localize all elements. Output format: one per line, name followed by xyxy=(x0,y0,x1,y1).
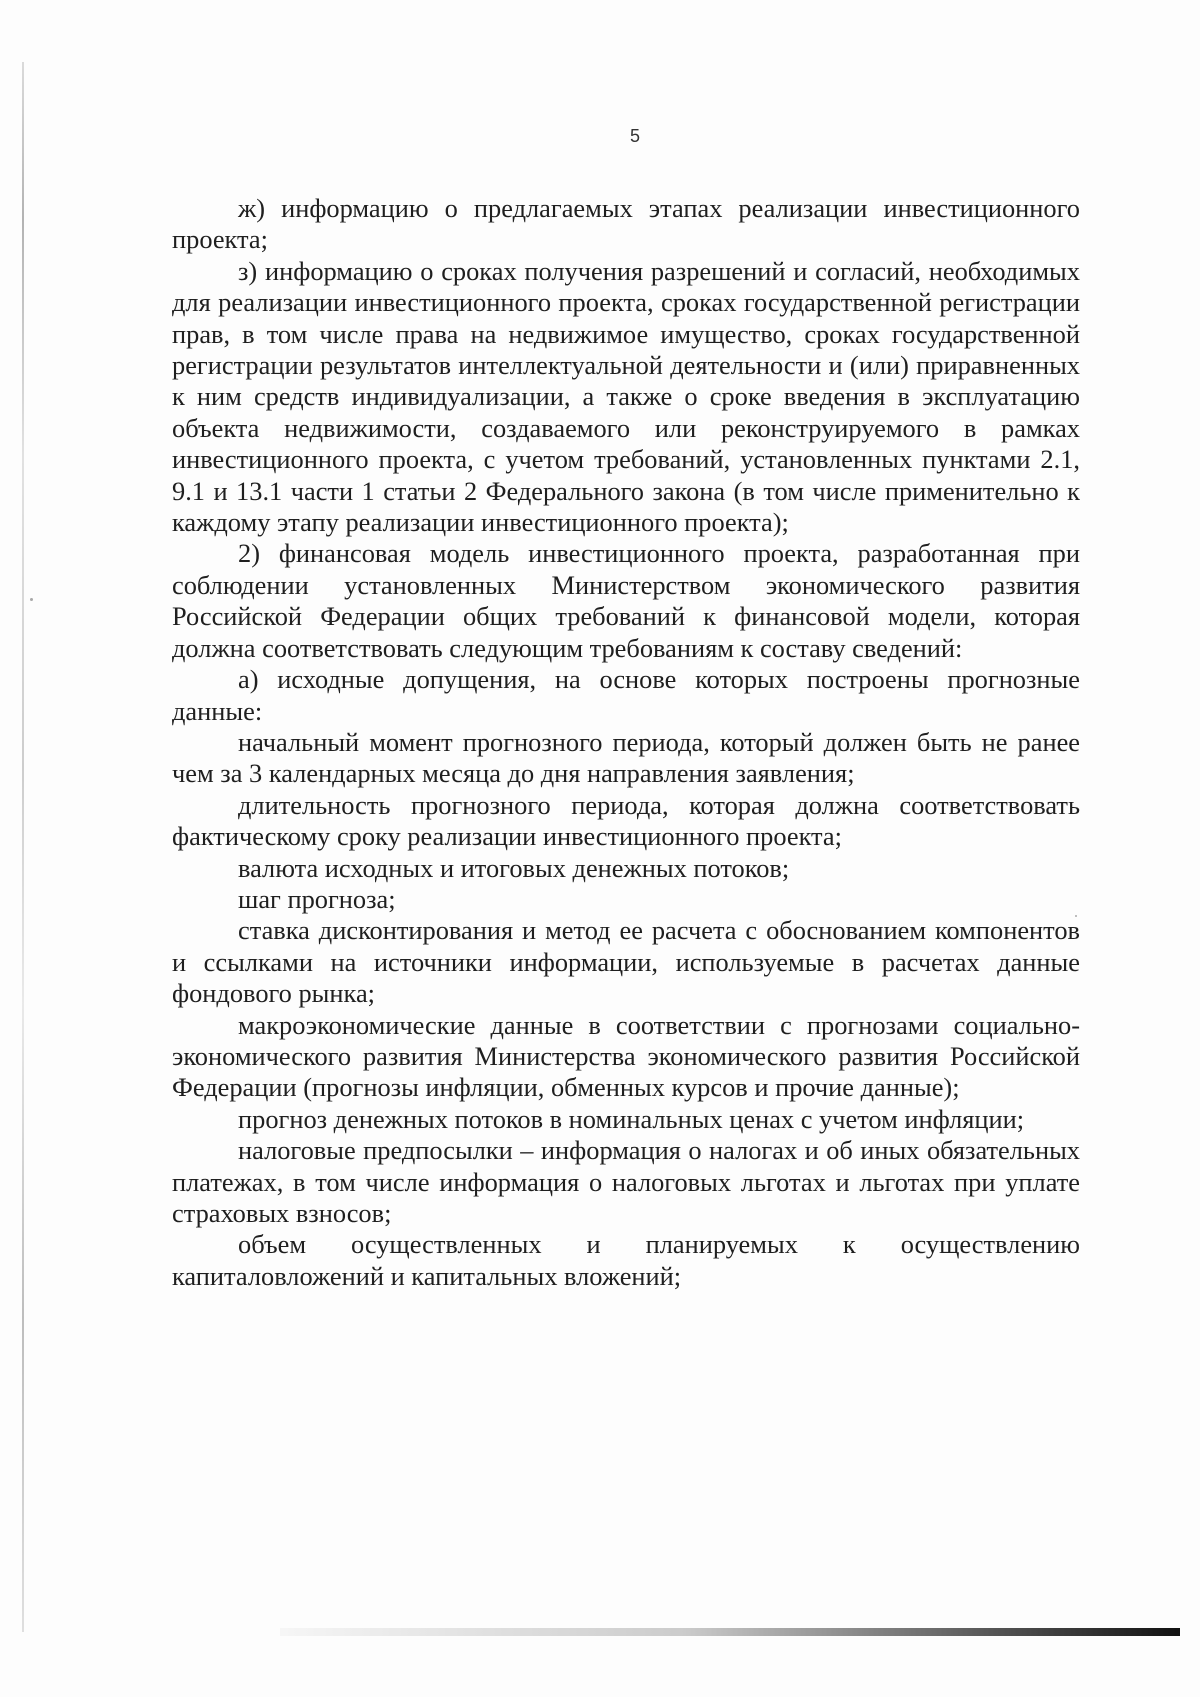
scan-speck xyxy=(30,598,33,601)
scan-edge-line xyxy=(22,62,24,1632)
paragraph-currency: валюта исходных и итоговых денежных потоков; xyxy=(238,852,790,883)
paragraph-duration: длительность прогнозного периода, которая должна соответствовать фактическому сроку реализации инвестиционного проекта; xyxy=(172,789,1080,852)
paragraph-financial-model: 2) финансовая модель инвестиционного проекта, разработанная при соблюдении установленных Министерством экономического развития Российской Федерации общих требований к финансовой модели, которая должна соответствовать следующим требованиям к составу сведений: xyxy=(172,538,1080,663)
paragraph-tax-assumptions: налоговые предпосылки – информация о налогах и об иных обязательных платежах, в том числе информация о налоговых льготах и льготах при уплате страховых взносов; xyxy=(172,1135,1080,1228)
scan-bottom-edge xyxy=(280,1628,1180,1636)
document-body xyxy=(172,193,1080,1292)
paragraph-cash-flow-forecast: прогноз денежных потоков в номинальных ценах с учетом инфляции; xyxy=(238,1103,1025,1134)
paragraph-a-assumptions: а) исходные допущения, на основе которых построены прогнозные данные: xyxy=(172,664,1080,726)
paragraph-macroeconomic: макроэкономические данные в соответствии с прогнозами социально-экономического развития Министерства экономического развития Российской Федерации (прогнозы инфляции, обменных курсов и прочие данные); xyxy=(172,1009,1080,1103)
paragraph-forecast-step: шаг прогноза; xyxy=(238,883,396,914)
paragraph-discount-rate: ставка дисконтирования и метод ее расчета с обоснованием компонентов и ссылками на источники информации, используемые в расчетах данные фондового рынка; xyxy=(172,915,1080,1009)
paragraph-zh: ж) информацию о предлагаемых этапах реализации инвестиционного проекта; xyxy=(172,193,1080,255)
paragraph-z: з) информацию о сроках получения разрешений и согласий, необходимых для реализации инвестиционного проекта, сроках государственной регистрации прав, в том числе права на недвижимое имущество, сроках государственной регистрации результатов интеллектуальной деятельности и (или) приравненных к ним средств индивидуализации, а также о сроке введения в эксплуатацию объекта недвижимости, создаваемого или реконструируемого в рамках инвестиционного проекта, с учетом требований, установленных пунктами 2.1, 9.1 и 13.1 части 1 статьи 2 Федерального закона (в том числе применительно к каждому этапу реализации инвестиционного проекта); xyxy=(172,255,1080,538)
page-number: 5 xyxy=(629,126,640,146)
paragraph-capital-investments: объем осуществленных и планируемых к осуществлению капиталовложений и капитальных вложений; xyxy=(172,1229,1080,1291)
paragraph-start-moment: начальный момент прогнозного периода, который должен быть не ранее чем за 3 календарных месяца до дня направления заявления; xyxy=(172,726,1080,789)
